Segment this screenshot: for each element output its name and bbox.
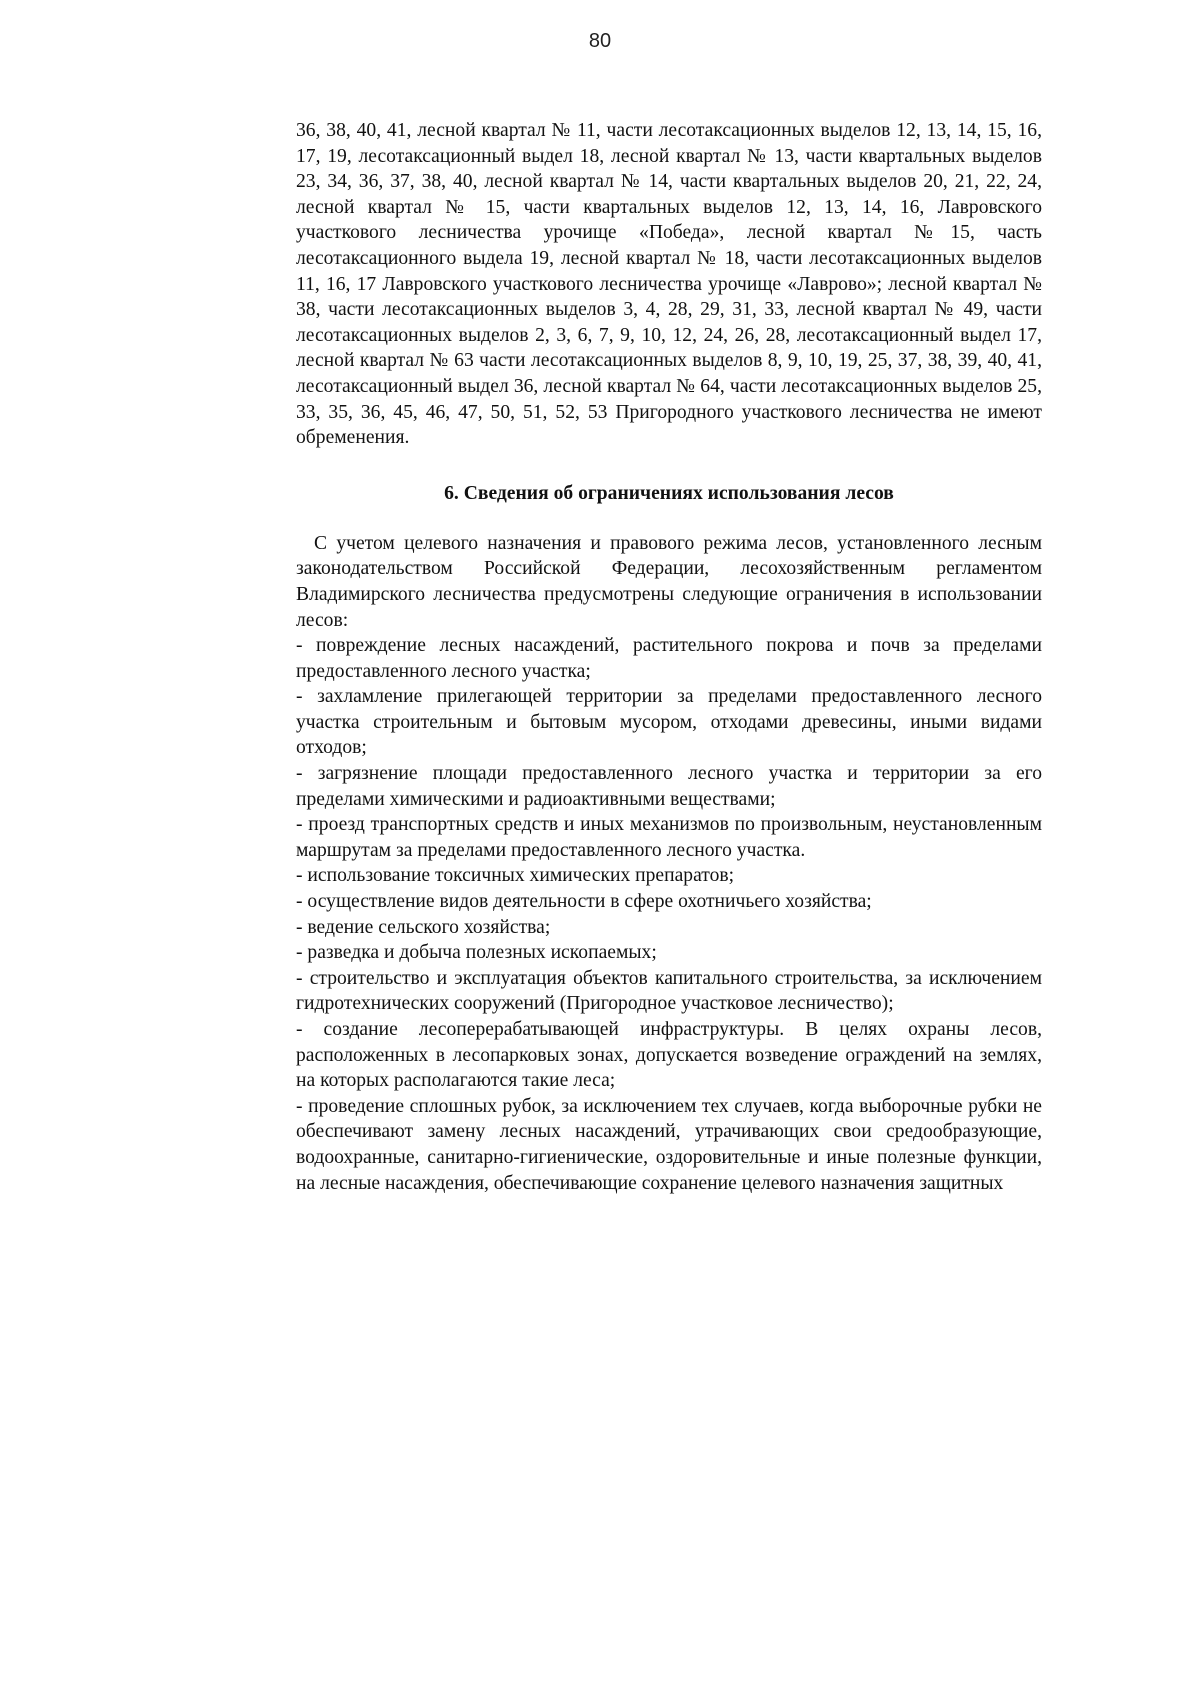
continuation-paragraph: 36, 38, 40, 41, лесной квартал № 11, части лесотаксационных выделов 12, 13, 14, 15, 16, 17, 19, лесотаксационный выдел 18, лесной квартал № 13, части квартальных выделов 23, 34, 36, 37, 38, 40, лесной квартал № 14, части квартальных выделов 20, 21, 22, 24, лесной квартал № 15, части квартальных выделов 12, 13, 14, 16, Лавровского участкового лесничества урочище «Победа», лесной квартал №15, часть лесотаксационного выдела 19, лесной квартал № 18, части лесотаксационных выделов 11, 16, 17 Лавровского участкового лесничества урочище «Лаврово»; лесной квартал № 38, части лесотаксационных выделов 3, 4, 28, 29, 31, 33, лесной квартал № 49, части лесотаксационных выделов 2, 3, 6, 7, 9, 10, 12, 24, 26, 28, лесотаксационный выдел 17, лесной квартал № 63 части лесотаксационных выделов 8, 9, 10, 19, 25, 37, 38, 39, 40, 41, лесотаксационный выдел 36, лесной квартал № 64, части лесотаксационных выделов 25, 33, 35, 36, 45, 46, 47, 50, 51, 52, 53 Пригородного участкового лесничества не имеют обременения.: [296, 120, 1042, 449]
list-item: - ведение сельского хозяйства;: [296, 916, 551, 938]
list-item: - осуществление видов деятельности в сфере охотничьего хозяйства;: [296, 891, 872, 913]
list-item: - проведение сплошных рубок, за исключением тех случаев, когда выборочные рубки не обеспечивают замену лесных насаждений, утрачивающих свои средообразующие, водоохранные, санитарно-гигиенические, оздоровительные и иные полезные функции, на лесные насаждения, обеспечивающие сохранение целевого назначения защитных: [296, 1095, 1042, 1194]
list-item: - захламление прилегающей территории за пределами предоставленного лесного участка строительным и бытовым мусором, отходами древесины, иными видами отходов;: [296, 686, 1042, 759]
section-heading: 6. Сведения об ограничениях использования лесов: [444, 482, 894, 504]
section-intro: С учетом целевого назначения и правового режима лесов, установленного лесным законодательством Российской Федерации, лесохозяйственным регламентом Владимирского лесничества предусмотрены следующие ограничения в использовании лесов:: [296, 532, 1042, 631]
restrictions-list: [296, 633, 1042, 1196]
list-item: - создание лесоперерабатывающей инфраструктуры. В целях охраны лесов, расположенных в лесопарковых зонах, допускается возведение ограждений на землях, на которых располагаются такие леса;: [296, 1019, 1042, 1092]
list-item: - использование токсичных химических препаратов;: [296, 865, 735, 887]
list-item: - разведка и добыча полезных ископаемых;: [296, 942, 657, 964]
list-item: - повреждение лесных насаждений, растительного покрова и почв за пределами предоставленного лесного участка;: [296, 635, 1042, 682]
list-item: - строительство и эксплуатация объектов капитального строительства, за исключением гидротехнических сооружений (Пригородное участковое лесничество);: [296, 967, 1042, 1015]
page-number: 80: [588, 30, 612, 52]
document-body: [296, 118, 1042, 1196]
list-item: - проезд транспортных средств и иных механизмов по произвольным, неустановленным маршрутам за пределами предоставленного лесного участка.: [296, 814, 1042, 861]
list-item: - загрязнение площади предоставленного лесного участка и территории за его пределами химическими и радиоактивными веществами;: [296, 763, 1042, 810]
